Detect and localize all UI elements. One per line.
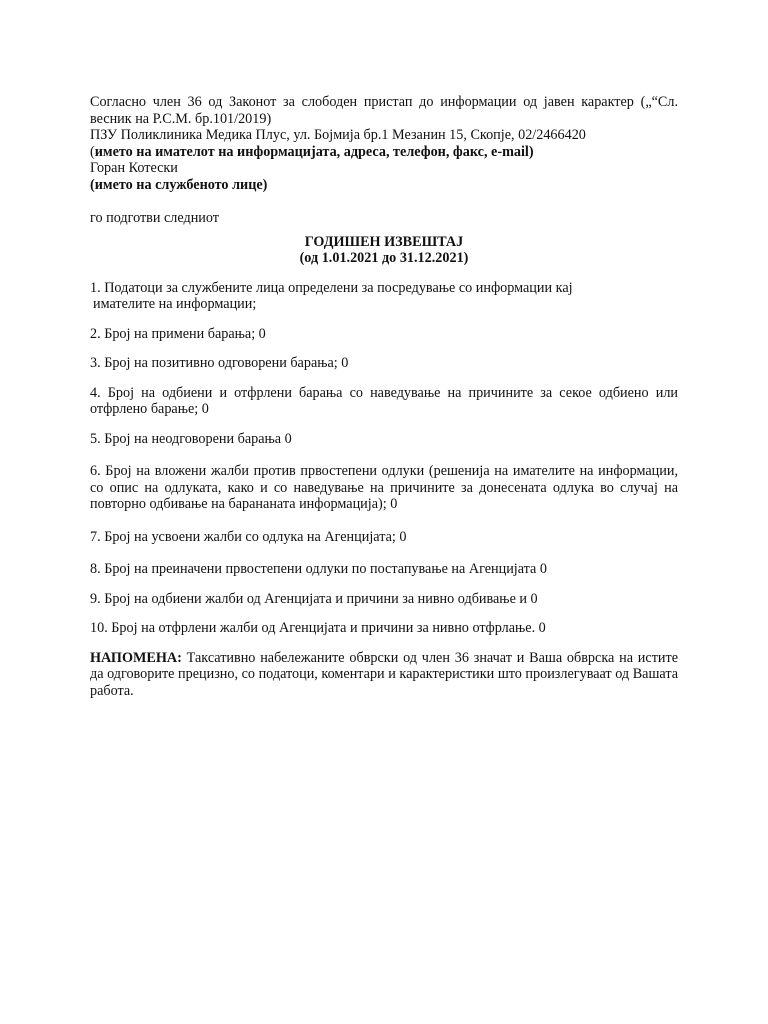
legal-basis-text: Согласно член 36 од Законот за слободен пристап до информации од јавен карактер („“Сл. весник на Р.С.М. бр.101/2019) — [90, 94, 678, 127]
item-9: 9. Број на одбиени жалби од Агенцијата и причини за нивно одбивање и 0 — [90, 590, 538, 607]
item-2: 2. Број на примени барања; 0 — [90, 325, 266, 342]
official-hint: (името на службеното лице) — [90, 176, 268, 193]
document-page — [90, 94, 678, 699]
item-1-line-1: 1. Податоци за службените лица определени за посредување со информации кај — [90, 279, 573, 296]
item-1 — [90, 280, 678, 313]
note-paragraph — [90, 650, 678, 700]
item-7: 7. Број на усвоени жалби со одлука на Агенцијата; 0 — [90, 528, 407, 545]
item-3: 3. Број на позитивно одговорени барања; 0 — [90, 355, 349, 371]
report-title: ГОДИШЕН ИЗВЕШТАЈ — [304, 233, 464, 250]
note-label: НАПОМЕНА: — [90, 649, 182, 666]
prepared-text: го подготви следниот — [90, 210, 220, 226]
report-title-block — [90, 234, 678, 267]
item-5: 5. Број на неодговорени барања 0 — [90, 430, 292, 447]
holder-hint-text: името на имателот на информацијата, адреса, телефон, факс, e-mail) — [94, 143, 534, 160]
item-10: 10. Број на отфрлени жалби од Агенцијата и причини за нивно отфрлање. 0 — [90, 620, 546, 636]
official-name: Горан Котески — [90, 160, 178, 176]
item-8: 8. Број на преиначени првостепени одлуки по постапување на Агенцијата 0 — [90, 561, 547, 577]
report-period: (од 1.01.2021 до 31.12.2021) — [299, 250, 469, 266]
note-text: Таксативно набележаните обврски од член 36 значат и Ваша обврска на истите да одговорите прецизно, со податоци, коментари и карактеристики што произлегуваат од Вашата работа. — [90, 649, 678, 699]
item-1-line-2: имателите на информации; — [93, 296, 257, 312]
holder-hint-open: ( — [90, 143, 95, 160]
holder-hint — [90, 144, 678, 161]
holder-text: ПЗУ Поликлиника Медика Плус, ул. Бојмија бр.1 Мезанин 15, Скопје, 02/2466420 — [90, 127, 586, 143]
item-6: 6. Број на вложени жалби против првостепени одлуки (решенија на имателите на информации, со опис на одлуката, како и со наведување на причините за донесената одлука во случај на повторно одбивање на барананата информација); 0 — [90, 463, 678, 512]
item-4: 4. Број на одбиени и отфрлени барања со наведување на причините за секое одбиено или отфрлено барање; 0 — [90, 384, 678, 417]
